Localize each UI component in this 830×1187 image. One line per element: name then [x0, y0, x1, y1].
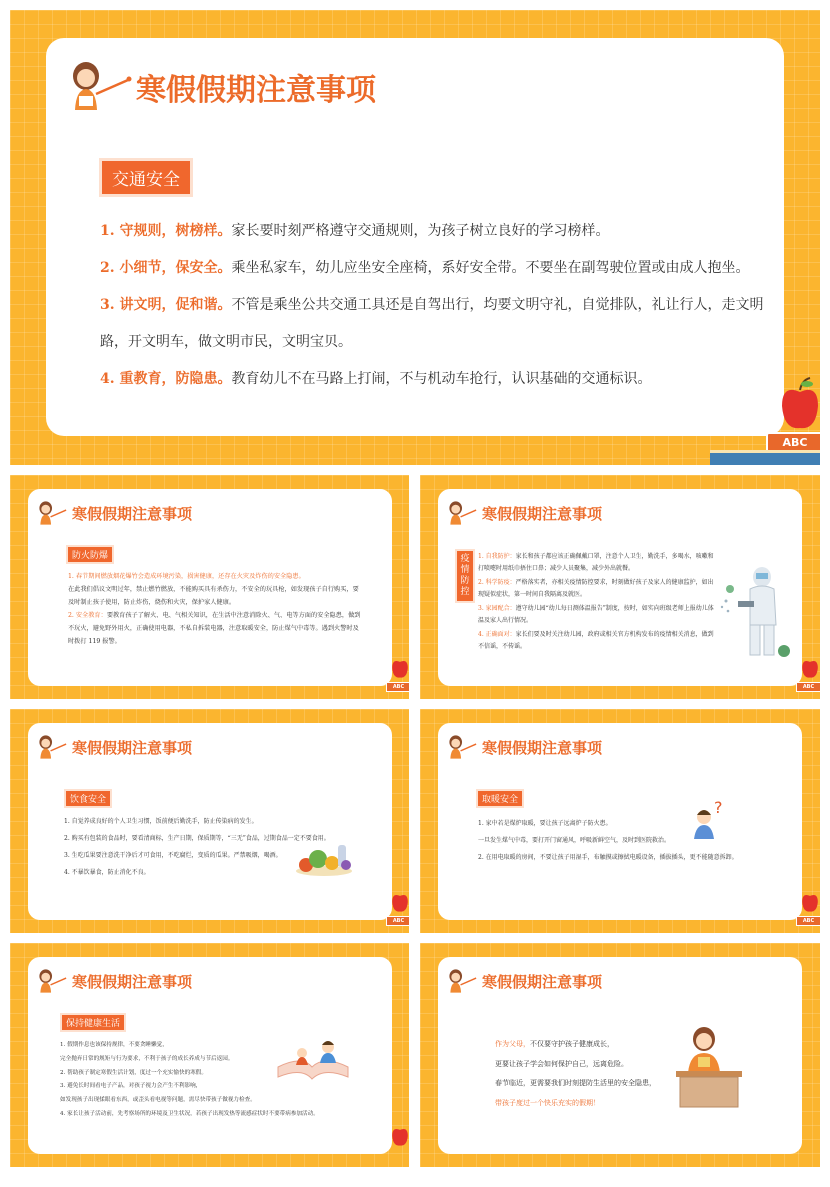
apple-icon	[801, 889, 819, 915]
teacher-icon	[36, 968, 70, 994]
reading-children-illustration	[272, 1037, 352, 1083]
teacher-icon	[66, 60, 136, 112]
list-item-head: 1. 春节期间燃放烟花爆竹会造成环境污染，损害健康，还存在火灾及炸伤的安全隐患。	[68, 573, 305, 580]
book-stack	[710, 450, 820, 465]
slide-heating-safety	[420, 709, 820, 933]
section-tag: 保持健康生活	[62, 1015, 124, 1030]
teacher-icon	[36, 734, 70, 760]
list-item: 1. 假期作息也该保持规律，不要贪睡懒觉，	[60, 1042, 168, 1048]
svg-text:?: ?	[714, 799, 723, 817]
list-item: 3. 避免长时间看电子产品，对孩子视力会产生不利影响，	[60, 1083, 202, 1090]
list-item: 1. 自觉养成良好的个人卫生习惯，饭前便后勤洗手，防止传染病的发生。	[64, 818, 258, 825]
list-item: 4. 不暴饮暴食，防止消化不良。	[64, 869, 150, 876]
section-tag: 交通安全	[102, 161, 190, 194]
vegetables-illustration	[294, 839, 354, 877]
slide-fire-safety	[10, 475, 409, 699]
list-item: 完全抛弃日常的规矩与行为要求，不利于孩子的成长养成与节后返园。	[60, 1055, 234, 1062]
closing-text	[495, 1035, 695, 1113]
slide-epidemic-prevention	[420, 475, 820, 699]
slide-healthy-life	[10, 943, 409, 1167]
thinking-child-illustration	[690, 799, 734, 843]
abc-book: ABC	[386, 682, 409, 692]
list-item: 2. 小细节，保安全。乘坐私家车，幼儿应坐安全座椅，系好安全带。不要坐在副驾驶位置或由成人抱坐。	[100, 260, 750, 276]
list-item: 如发现孩子出现揉眼看东西，或歪头看电视等问题，需尽快带孩子做视力检查。	[60, 1097, 256, 1104]
page-title: 寒假假期注意事项	[482, 505, 603, 523]
list-item: 3. 家园配合：遵守幼儿园“幼儿每日测体温报告”制度，按时，如实向班级老师上报幼儿体温及家人出行情况。	[478, 605, 714, 624]
list-item: 1. 自我防护：家长和孩子都应该正确佩戴口罩，注意个人卫生，勤洗手，多喝水，咳嗽和打喷嚏时用纸巾捂住口鼻；减少人员聚集，减少外出就餐。	[478, 553, 714, 572]
apple-icon	[801, 655, 819, 681]
page-title: 寒假假期注意事项	[72, 739, 193, 757]
section-tag: 饮食安全	[66, 791, 110, 806]
abc-book: ABC	[796, 916, 820, 926]
content-list	[478, 551, 714, 652]
abc-book: ABC	[766, 432, 820, 454]
list-item: 1. 家中若是煤炉取暖，要让孩子远离炉子防火患。	[478, 820, 612, 827]
apple-icon	[391, 1123, 409, 1149]
list-item: 3. 讲文明，促和谐。不管是乘坐公共交通工具还是自驾出行，均要文明守礼，自觉排队，礼让行人，走文明路，开文明车，做文明市民，文明宝贝。	[100, 297, 764, 350]
disinfection-worker-illustration	[716, 563, 796, 663]
closing-line: 更要让孩子学会如何保护自己，远离危险。	[495, 1059, 628, 1068]
slide-traffic-safety	[10, 10, 820, 465]
closing-line: 春节临近，更需要我们时刻提防生活里的安全隐患，	[495, 1079, 656, 1087]
slide-food-safety	[10, 709, 409, 933]
list-item: 2. 购买有包装的食品时，要看清商标，生产日期，保质期等，“三无”食品，过期食品一定不要食用。	[64, 835, 330, 842]
list-item-body: 在此我们倡议文明过年，禁止燃竹燃放，不能购买具有杀伤力，不安全的玩具枪，如发现孩子自行购买，要及时制止孩子使用，防止炸伤，烧伤和火灾，保护家人健康。	[68, 586, 359, 606]
apple-icon	[391, 655, 409, 681]
section-tag: 取暖安全	[478, 791, 522, 806]
list-item: 2. 在用电取暖的房间，不要让孩子用湿手，布触摸或擦拭电暖设备，插拔插头，更不能随意拆卸。	[478, 854, 738, 861]
teacher-icon	[446, 734, 480, 760]
teacher-icon	[36, 500, 70, 526]
apple-icon	[391, 889, 409, 915]
list-item: 2. 科学防疫：严格落实者，亦相关疫情防控要求，时刻做好孩子及家人的健康监护，如出现疑似症状，第一时间自我隔离及就医。	[478, 579, 714, 598]
content-list	[68, 570, 362, 648]
closing-line-highlight: 带孩子度过一个快乐充实的假期！	[495, 1098, 600, 1107]
apple-icon	[780, 376, 820, 436]
page-title: 寒假假期注意事项	[482, 739, 603, 757]
teacher-icon	[446, 968, 480, 994]
list-item: 4. 家长让孩子活动前，先考察场所的环境及卫生状况，若孩子出现发热等流感症状时不要带病参加活动。	[60, 1110, 319, 1117]
section-tag-vertical: 疫情防控	[457, 551, 473, 601]
closing-line: 作为父母，不仅要守护孩子健康成长，	[495, 1040, 614, 1048]
slide-closing-message	[420, 943, 820, 1167]
abc-book: ABC	[386, 916, 409, 926]
list-item: 2. 帮助孩子制定寒假生活计划，度过一个充实愉快的寒假。	[60, 1069, 207, 1076]
page-title: 寒假假期注意事项	[136, 73, 376, 108]
abc-book: ABC	[796, 682, 820, 692]
list-item: 1. 守规则，树榜样。家长要时刻严格遵守交通规则，为孩子树立良好的学习榜样。	[100, 223, 610, 239]
section-tag: 防火防爆	[68, 547, 112, 562]
teacher-icon	[446, 500, 480, 526]
list-item: 4. 正确面对：家长们要及时关注幼儿园，政府或相关官方机构发布的疫情相关消息，做到不信谣，不传谣。	[478, 631, 714, 650]
list-item: 3. 生吃瓜果要注意洗干净后才可食用，不吃腐烂，变质的瓜果。严禁吸烟，喝酒。	[64, 852, 282, 859]
teacher-at-desk-illustration	[674, 1025, 744, 1109]
page-title: 寒假假期注意事项	[72, 505, 193, 523]
list-item: 4. 重教育，防隐患。教育幼儿不在马路上打闹，不与机动车抢行，认识基础的交通标识。	[100, 371, 652, 387]
page-title: 寒假假期注意事项	[482, 973, 603, 991]
page-title: 寒假假期注意事项	[72, 973, 193, 991]
list-item: 一旦发生煤气中毒，要打开门窗通风，呼吸新鲜空气，及时到医院救治。	[478, 837, 671, 844]
content-list	[100, 213, 770, 398]
list-item: 2. 安全教育：要教育孩子了解火、电、气相关知识，在生活中注意消除火、气、电等方面的安全隐患，做到不玩火，避免野外用火，正确使用电器，不私自拆装电器，注意取暖安全，防止煤气中毒等。遇到火警时及时拨打 119 报警。	[68, 612, 361, 645]
